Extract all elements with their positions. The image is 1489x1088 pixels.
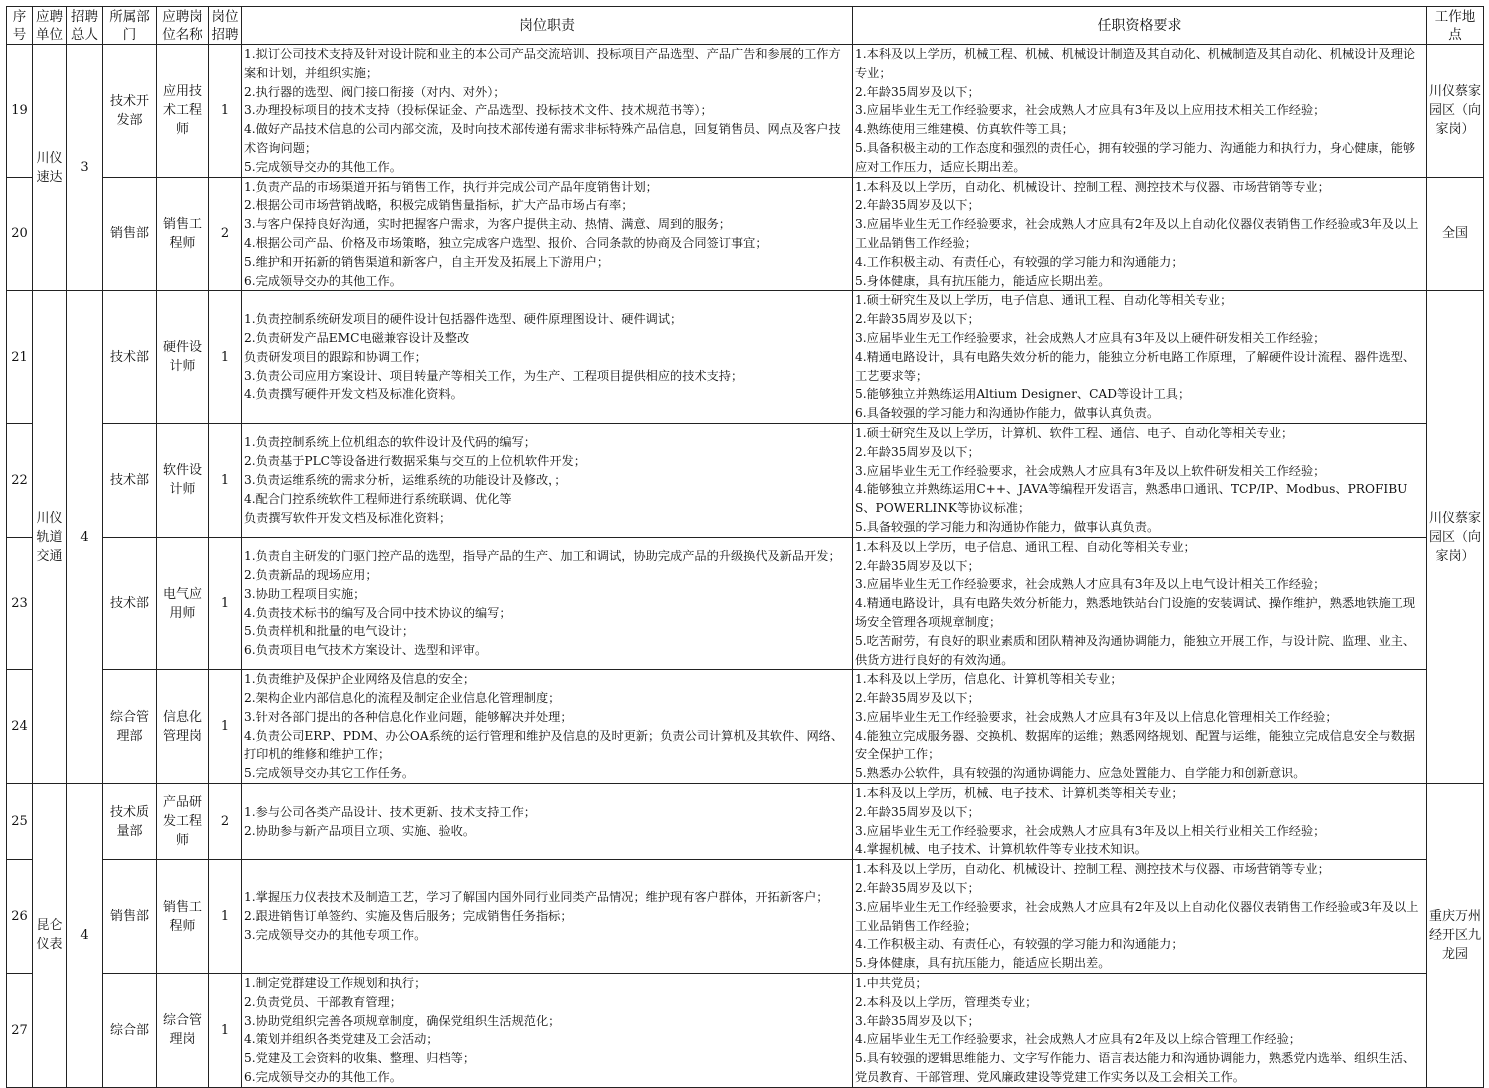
requirements-cell: 1.本科及以上学历，自动化、机械设计、控制工程、测控技术与仪器、市场营销等专业； 2.年龄35周岁及以下； 3.应届毕业生无工作经验要求，社会成熟人才应具有2年及以上自动化仪器仪表销售工作经验或3年及以上工业品销售工作经验； 4.工作积极主动、有责任心，有较强的学习能力和沟通能力； 5.身体健康，具有抗压能力，能适应长期出差。 (853, 860, 1427, 974)
duties-cell: 1.负责产品的市场渠道开拓与销售工作，执行并完成公司产品年度销售计划； 2.根据公司市场营销战略，积极完成销售量指标，扩大产品市场占有率； 3.与客户保持良好沟通，实时把握客户需求，为客户提供主动、热情、满意、周到的服务； 4.根据公司产品、价格及市场策略，独立完成客户选型、报价、合同条款的协商及合同签订事宜； 5.维护和开拓新的销售渠道和新客户，自主开发及拓展上下游用户； 6.完成领导交办的其他工作。 (242, 177, 853, 291)
location-cell: 川仪蔡家园区（向家岗） (1427, 291, 1484, 784)
dept-cell: 销售部 (103, 177, 157, 291)
seq-cell: 25 (7, 784, 33, 860)
position-cell: 销售工程师 (157, 177, 209, 291)
duties-cell: 1.掌握压力仪表技术及制造工艺，学习了解国内国外同行业同类产品情况；维护现有客户群体，开拓新客户； 2.跟进销售订单签约、实施及售后服务；完成销售任务指标； 3.完成领导交办的其他专项工作。 (242, 860, 853, 974)
requirements-cell: 1.本科及以上学历，信息化、计算机等相关专业； 2.年龄35周岁及以下； 3.应届毕业生无工作经验要求，社会成熟人才应具有3年及以上信息化管理相关工作经验； 4.能独立完成服务器、交换机、数据库的运维；熟悉网络规划、配置与运维，能独立完成信息安全与数据安全保护工作； 5.熟悉办公软件，具有较强的沟通协调能力、应急处置能力、自学能力和创新意识。 (853, 670, 1427, 784)
position-cell: 产品研发工程师 (157, 784, 209, 860)
dept-cell: 技术开发部 (103, 45, 157, 178)
recruitment-table (6, 6, 1484, 1088)
dept-cell: 技术部 (103, 291, 157, 424)
requirements-cell: 1.硕士研究生及以上学历，计算机、软件工程、通信、电子、自动化等相关专业； 2.年龄35周岁及以下； 3.应届毕业生无工作经验要求，社会成熟人才应具有3年及以上软件研发相关工作经验； 4.能够独立并熟练运用C++、JAVA等编程开发语言，熟悉串口通讯、TCP/IP、Modbus、PROFIBUS、POWERLINK等协议标准； 5.具备较强的学习能力和沟通协作能力，做事认真负责。 (853, 423, 1427, 537)
table-row (7, 177, 1484, 291)
unit-cell: 川仪轨道交通 (33, 291, 67, 784)
duties-cell: 1.负责维护及保护企业网络及信息的安全； 2.架构企业内部信息化的流程及制定企业信息化管理制度； 3.针对各部门提出的各种信息化作业问题，能够解决并处理； 4.负责公司ERP、PDM、办公OA系统的运行管理和维护及信息的及时更新；负责公司计算机及其软件、网络、打印机的维修和维护工作； 5.完成领导交办其它工作任务。 (242, 670, 853, 784)
total-cell: 4 (67, 291, 103, 784)
position-cell: 软件设计师 (157, 423, 209, 537)
dept-cell: 技术质量部 (103, 784, 157, 860)
seq-cell: 23 (7, 537, 33, 670)
requirements-cell: 1.本科及以上学历，机械工程、机械、机械设计制造及其自动化、机械制造及其自动化、机械设计及理论专业； 2.年龄35周岁及以下； 3.应届毕业生无工作经验要求，社会成熟人才应具有3年及以上应用技术相关工作经验； 4.熟练使用三维建模、仿真软件等工具； 5.具备积极主动的工作态度和强烈的责任心，拥有较强的学习能力、沟通能力和执行力，身心健康，能够应对工作压力，适应长期出差。 (853, 45, 1427, 178)
duties-cell: 1.拟订公司技术支持及针对设计院和业主的本公司产品交流培训、投标项目产品选型、产品广告和参展的工作方案和计划，并组织实施； 2.执行器的选型、阀门接口衔接（对内、对外）； 3.办理投标项目的技术支持（投标保证金、产品选型、投标技术文件、技术规范书等）； 4.做好产品技术信息的公司内部交流，及时向技术部传递有需求非标特殊产品信息，回复销售员、网点及客户技术咨询问题； 5.完成领导交办的其他工作。 (242, 45, 853, 178)
count-cell: 1 (209, 974, 242, 1088)
duties-cell: 1.制定党群建设工作规划和执行； 2.负责党员、干部教育管理； 3.协助党组织完善各项规章制度，确保党组织生活规范化； 4.策划并组织各类党建及工会活动； 5.党建及工会资料的收集、整理、归档等； 6.完成领导交办的其他工作。 (242, 974, 853, 1088)
seq-cell: 21 (7, 291, 33, 424)
dept-cell: 技术部 (103, 423, 157, 537)
dept-cell: 技术部 (103, 537, 157, 670)
seq-cell: 27 (7, 974, 33, 1088)
position-cell: 销售工程师 (157, 860, 209, 974)
count-cell: 1 (209, 537, 242, 670)
count-cell: 2 (209, 784, 242, 860)
requirements-cell: 1.本科及以上学历，自动化、机械设计、控制工程、测控技术与仪器、市场营销等专业； 2.年龄35周岁及以下； 3.应届毕业生无工作经验要求，社会成熟人才应具有2年及以上自动化仪器仪表销售工作经验或3年及以上工业品销售工作经验； 4.工作积极主动、有责任心，有较强的学习能力和沟通能力； 5.身体健康，具有抗压能力，能适应长期出差。 (853, 177, 1427, 291)
total-cell: 3 (67, 45, 103, 291)
table-row (7, 974, 1484, 1088)
header-unit: 应聘单位 (33, 7, 67, 45)
header-requirements: 任职资格要求 (853, 7, 1427, 45)
position-cell: 电气应用师 (157, 537, 209, 670)
table-row (7, 537, 1484, 670)
seq-cell: 26 (7, 860, 33, 974)
header-duties: 岗位职责 (242, 7, 853, 45)
unit-cell: 昆仑仪表 (33, 784, 67, 1088)
location-cell: 川仪蔡家园区（向家岗） (1427, 45, 1484, 178)
seq-cell: 20 (7, 177, 33, 291)
position-cell: 综合管理岗 (157, 974, 209, 1088)
duties-cell: 1.参与公司各类产品设计、技术更新、技术支持工作； 2.协助参与新产品项目立项、实施、验收。 (242, 784, 853, 860)
table-row (7, 860, 1484, 974)
header-seq: 序号 (7, 7, 33, 45)
dept-cell: 综合部 (103, 974, 157, 1088)
requirements-cell: 1.本科及以上学历，机械、电子技术、计算机类等相关专业； 2.年龄35周岁及以下； 3.应届毕业生无工作经验要求，社会成熟人才应具有3年及以上相关行业相关工作经验； 4.掌握机械、电子技术、计算机软件等专业技术知识。 (853, 784, 1427, 860)
count-cell: 1 (209, 291, 242, 424)
count-cell: 1 (209, 45, 242, 178)
seq-cell: 22 (7, 423, 33, 537)
position-cell: 信息化管理岗 (157, 670, 209, 784)
header-dept: 所属部门 (103, 7, 157, 45)
dept-cell: 综合管理部 (103, 670, 157, 784)
requirements-cell: 1.硕士研究生及以上学历，电子信息、通讯工程、自动化等相关专业； 2.年龄35周岁及以下； 3.应届毕业生无工作经验要求，社会成熟人才应具有3年及以上硬件研发相关工作经验； 4.精通电路设计，具有电路失效分析的能力，能独立分析电路工作原理，了解硬件设计流程、器件选型、工艺要求等； 5.能够独立并熟练运用Altium Designer、CAD等设计工具； 6.具备较强的学习能力和沟通协作能力，做事认真负责。 (853, 291, 1427, 424)
requirements-cell: 1.中共党员； 2.本科及以上学历，管理类专业； 3.年龄35周岁及以下； 4.应届毕业生无工作经验要求，社会成熟人才应具有2年及以上综合管理工作经验； 5.具有较强的逻辑思维能力、文字写作能力、语言表达能力和沟通协调能力，熟悉党内选举、组织生活、党员教育、干部管理、党风廉政建设等党建工作实务以及工会相关工作。 (853, 974, 1427, 1088)
position-cell: 应用技术工程师 (157, 45, 209, 178)
unit-cell: 川仪速达 (33, 45, 67, 291)
location-cell: 全国 (1427, 177, 1484, 291)
count-cell: 1 (209, 860, 242, 974)
header-total: 招聘总人 (67, 7, 103, 45)
header-location: 工作地点 (1427, 7, 1484, 45)
total-cell: 4 (67, 784, 103, 1088)
header-position: 应聘岗位名称 (157, 7, 209, 45)
duties-cell: 1.负责自主研发的门驱门控产品的选型，指导产品的生产、加工和调试，协助完成产品的升级换代及新品开发； 2.负责新品的现场应用； 3.协助工程项目实施； 4.负责技术标书的编写及合同中技术协议的编写； 5.负责样机和批量的电气设计； 6.负责项目电气技术方案设计、选型和评审。 (242, 537, 853, 670)
dept-cell: 销售部 (103, 860, 157, 974)
header-count: 岗位招聘 (209, 7, 242, 45)
table-row (7, 423, 1484, 537)
duties-cell: 1.负责控制系统研发项目的硬件设计包括器件选型、硬件原理图设计、硬件调试； 2.负责研发产品EMC电磁兼容设计及整改 负责研发项目的跟踪和协调工作； 3.负责公司应用方案设计、项目转量产等相关工作，为生产、工程项目提供相应的技术支持； 4.负责撰写硬件开发文档及标准化资料。 (242, 291, 853, 424)
seq-cell: 24 (7, 670, 33, 784)
seq-cell: 19 (7, 45, 33, 178)
duties-cell: 1.负责控制系统上位机组态的软件设计及代码的编写； 2.负责基于PLC等设备进行数据采集与交互的上位机软件开发； 3.负责运维系统的需求分析，运维系统的功能设计及修改，； 4.配合门控系统软件工程师进行系统联调、优化等 负责撰写软件开发文档及标准化资料； (242, 423, 853, 537)
count-cell: 1 (209, 670, 242, 784)
table-row (7, 291, 1484, 424)
location-cell: 重庆万州经开区九龙园 (1427, 784, 1484, 1088)
requirements-cell: 1.本科及以上学历，电子信息、通讯工程、自动化等相关专业； 2.年龄35周岁及以下； 3.应届毕业生无工作经验要求，社会成熟人才应具有3年及以上电气设计相关工作经验； 4.精通电路设计，具有电路失效分析能力，熟悉地铁站台门设施的安装调试、操作维护，熟悉地铁施工现场安全管理各项规章制度； 5.吃苦耐劳，有良好的职业素质和团队精神及沟通协调能力，能独立开展工作，与设计院、监理、业主、供货方进行良好的有效沟通。 (853, 537, 1427, 670)
table-row (7, 784, 1484, 860)
position-cell: 硬件设计师 (157, 291, 209, 424)
count-cell: 2 (209, 177, 242, 291)
table-row (7, 670, 1484, 784)
table-row (7, 45, 1484, 178)
count-cell: 1 (209, 423, 242, 537)
header-row (7, 7, 1484, 45)
